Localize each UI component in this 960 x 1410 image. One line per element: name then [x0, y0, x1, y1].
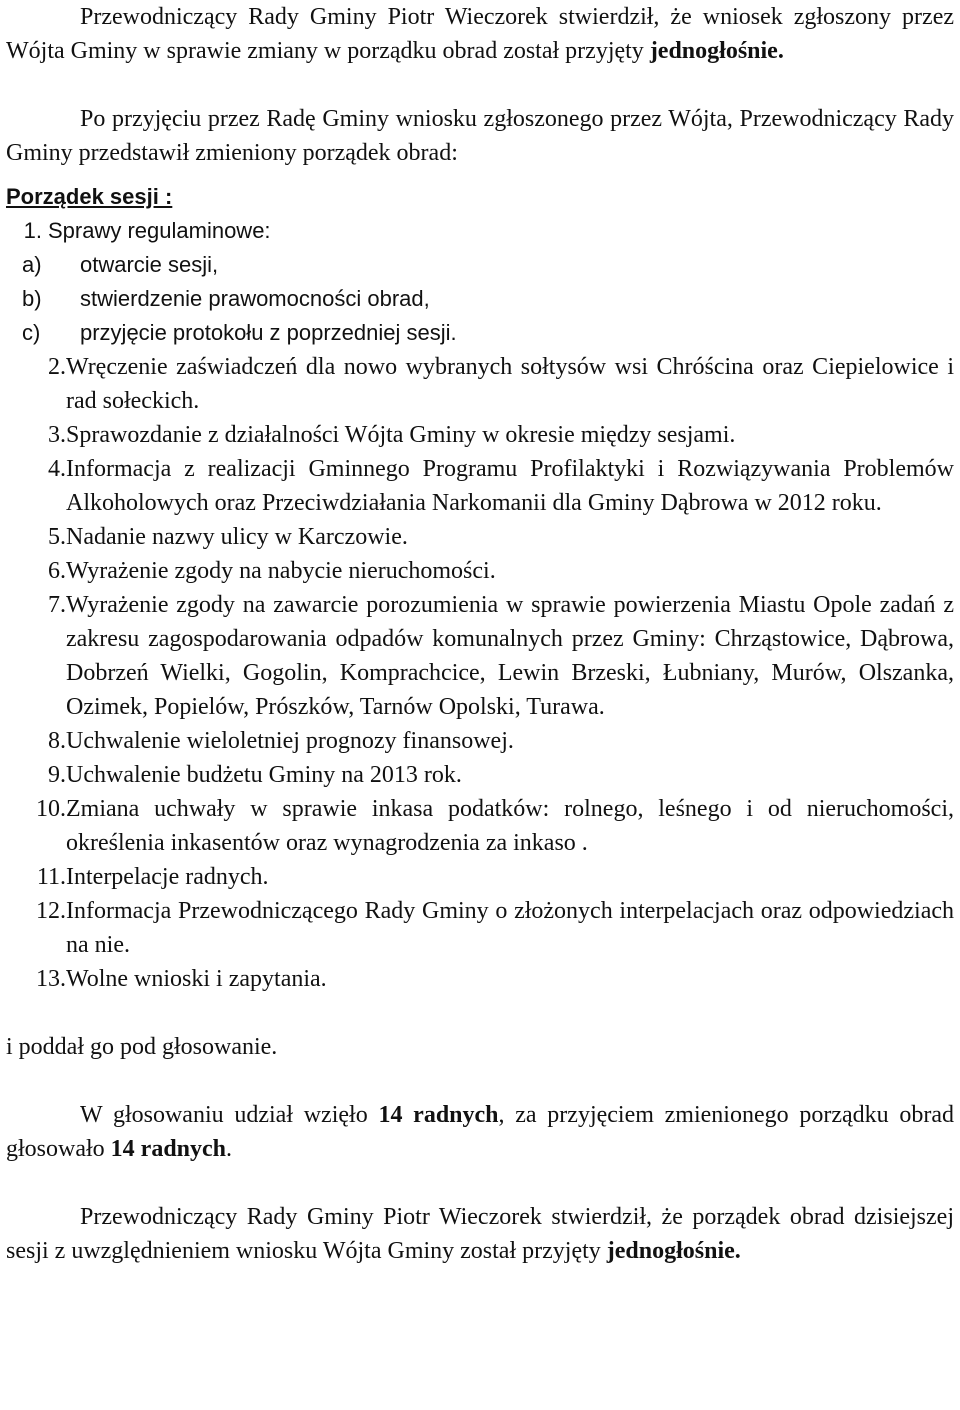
agenda-item-13	[6, 962, 954, 996]
agenda-item-9	[6, 758, 954, 792]
agenda-item-10	[6, 792, 954, 860]
agenda-item-number: 8.	[48, 728, 66, 754]
sub-item-label: a)	[22, 252, 42, 277]
agenda-item-text: Zmiana uchwały w sprawie inkasa podatków: rolnego, leśnego i od nieruchomości, określenia inkasentów oraz wynagrodzenia za inkaso .	[66, 796, 954, 856]
agenda-item-text: Uchwalenie wieloletniej prognozy finansowej.	[66, 728, 514, 754]
agenda-item-number: 2.	[48, 354, 66, 380]
agenda-item-text: Wyrażenie zgody na zawarcie porozumienia w sprawie powierzenia Miastu Opole zadań z zakresu zagospodarowania odpadów komunalnych przez Gminy: Chrząstowice, Dąbrowa, Dobrzeń Wielki, Gogolin, Komprachcice, Lewin Brzeski, Łubniany, Murów, Olszanka, Ozimek, Popielów, Prószków, Tarnów Opolski, Turawa.	[66, 592, 954, 720]
agenda-item-number: 1.	[23, 218, 42, 243]
paragraph-conclusion	[6, 1200, 954, 1268]
agenda-item-number: 7.	[48, 592, 66, 618]
agenda-item-text: Wręczenie zaświadczeń dla nowo wybranych sołtysów wsi Chróścina oraz Ciepielowice i rad sołeckich.	[66, 354, 954, 414]
agenda-item-4	[6, 452, 954, 520]
agenda-item-number: 3.	[48, 422, 66, 448]
agenda-item-text: Uchwalenie budżetu Gminy na 2013 rok.	[66, 762, 462, 788]
sub-item-c	[6, 316, 954, 350]
vote-text-2: , za przyjęciem zmienionego porządku obrad głosowało	[6, 1102, 955, 1162]
agenda-item-3	[6, 418, 954, 452]
paragraph-vote-call: i poddał go pod głosowanie.	[6, 1034, 278, 1060]
agenda-item-number: 13.	[36, 966, 66, 992]
vote-text-3: .	[226, 1136, 233, 1162]
vote-text-1: W głosowaniu udział wzięło	[80, 1102, 379, 1128]
agenda-item-text: Wyrażenie zgody na nabycie nieruchomości.	[66, 558, 496, 584]
agenda-item-number: 10.	[36, 796, 66, 822]
conclusion-text: Przewodniczący Rady Gminy Piotr Wieczorek stwierdził, że porządek obrad dzisiejszej sesji z uwzględnieniem wniosku Wójta Gminy został przyjęty	[6, 1204, 954, 1264]
agenda-item-number: 9.	[48, 762, 66, 788]
agenda-item-5	[6, 520, 954, 554]
conclusion-bold: jednogłośnie.	[606, 1238, 741, 1264]
sub-item-label: b)	[22, 286, 42, 311]
agenda-item-text: Sprawozdanie z działalności Wójta Gminy w okresie między sesjami.	[66, 422, 736, 448]
intro-bold: jednogłośnie.	[649, 38, 784, 64]
sub-item-text: przyjęcie protokołu z poprzedniej sesji.	[80, 320, 457, 345]
agenda-item-number: 12.	[36, 898, 66, 924]
vote-bold-2: 14 radnych	[110, 1136, 227, 1162]
agenda-heading: Porządek sesji :	[6, 184, 173, 209]
agenda-item-7	[6, 588, 954, 724]
paragraph-vote-result	[6, 1098, 954, 1166]
agenda-item-8	[6, 724, 954, 758]
intro-text: Przewodniczący Rady Gminy Piotr Wieczorek stwierdził, że wniosek zgłoszony przez Wójta Gminy w sprawie zmiany w porządku obrad został przyjęty	[6, 4, 954, 64]
agenda-item-number: 4.	[48, 456, 66, 482]
agenda-item-12	[6, 894, 954, 962]
sub-item-a	[6, 248, 954, 282]
vote-bold-1: 14 radnych	[378, 1102, 499, 1128]
agenda-item-text: Nadanie nazwy ulicy w Karczowie.	[66, 524, 408, 550]
sub-item-text: stwierdzenie prawomocności obrad,	[80, 286, 430, 311]
agenda-item-text: Sprawy regulaminowe:	[48, 218, 271, 243]
paragraph-intro	[6, 0, 954, 68]
sub-item-b	[6, 282, 954, 316]
agenda-item-text: Informacja z realizacji Gminnego Programu Profilaktyki i Rozwiązywania Problemów Alkoholowych oraz Przeciwdziałania Narkomanii dla Gminy Dąbrowa w 2012 roku.	[66, 456, 954, 516]
agenda-item-text: Wolne wnioski i zapytania.	[66, 966, 327, 992]
agenda-item-number: 11.	[36, 864, 66, 890]
paragraph-presentation: Po przyjęciu przez Radę Gminy wniosku zgłoszonego przez Wójta, Przewodniczący Rady Gminy przedstawił zmieniony porządek obrad:	[6, 106, 954, 166]
agenda-item-text: Informacja Przewodniczącego Rady Gminy o złożonych interpelacjach oraz odpowiedziach na nie.	[66, 898, 954, 958]
agenda-item-text: Interpelacje radnych.	[66, 864, 269, 890]
agenda-item-1	[6, 214, 954, 248]
agenda-item-number: 6.	[48, 558, 66, 584]
agenda-item-2	[6, 350, 954, 418]
sub-item-text: otwarcie sesji,	[80, 252, 219, 277]
agenda-item-number: 5.	[48, 524, 66, 550]
sub-item-label: c)	[22, 320, 41, 345]
agenda-item-6	[6, 554, 954, 588]
agenda-item-11	[6, 860, 954, 894]
